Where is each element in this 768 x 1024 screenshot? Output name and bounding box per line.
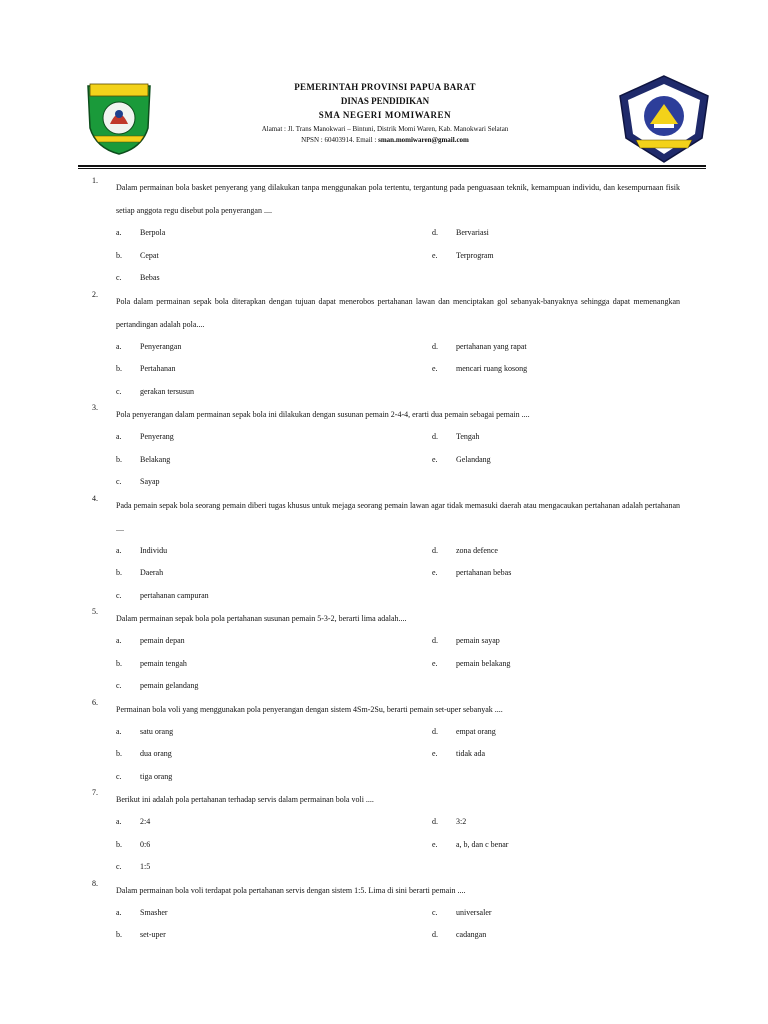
answer-option (116, 449, 170, 471)
question-text: Berikut ini adalah pola pertahanan terhadap servis dalam permainan bola voli .... (116, 795, 374, 804)
option-letter: d. (432, 545, 438, 555)
answer-option (116, 245, 159, 267)
question-text: Pola penyerangan dalam permainan sepak bola ini dilakukan dengan susunan pemain 2-4-4, erarti dua pemain sebagai pemain .... (116, 410, 530, 419)
answer-option (116, 653, 187, 675)
npsn-label: NPSN : 60403914. Email : (301, 136, 377, 144)
option-text: pemain sayap (456, 636, 500, 645)
option-text: universaler (456, 907, 492, 917)
question-item (92, 879, 680, 947)
option-row (116, 336, 680, 359)
answer-option (116, 585, 209, 607)
answer-option (116, 811, 150, 833)
option-letter: e. (432, 454, 438, 464)
question-item (92, 403, 680, 494)
question-item (92, 607, 680, 698)
option-letter: b. (116, 454, 122, 464)
answer-option (116, 267, 160, 289)
question-item (92, 698, 680, 789)
school-contact (160, 135, 610, 146)
option-row (116, 653, 680, 676)
option-letter: c. (116, 273, 122, 282)
option-letter: c. (116, 386, 122, 396)
answer-option (116, 630, 185, 652)
option-letter: a. (116, 341, 122, 351)
option-text: Individu (140, 545, 168, 555)
option-text: pemain belakang (456, 658, 511, 668)
option-row (116, 675, 680, 698)
letterhead (80, 78, 700, 162)
option-letter: a. (116, 432, 122, 441)
option-row (116, 834, 680, 857)
option-letter: a. (116, 636, 122, 645)
option-text: Pertahanan (140, 364, 176, 373)
option-letter: b. (116, 749, 122, 758)
answer-option (116, 471, 160, 493)
question-number: 1. (92, 176, 98, 185)
option-row (116, 222, 680, 245)
option-row (116, 426, 680, 449)
answer-options (116, 811, 680, 879)
option-row (116, 743, 680, 766)
option-letter: b. (116, 568, 122, 577)
option-row (116, 381, 680, 404)
option-row (116, 721, 680, 744)
option-text: Sayap (140, 477, 160, 486)
question-text: Dalam permainan bola voli terdapat pola pertahanan servis dengan sistem 1:5. Lima di sini berarti pemain .... (116, 885, 466, 895)
answer-option (116, 336, 181, 358)
answer-options (116, 426, 680, 494)
option-letter: c. (116, 771, 122, 781)
school-name: SMA NEGERI MOMIWAREN (318, 110, 452, 120)
header-rule (78, 165, 706, 167)
option-letter: d. (432, 930, 438, 939)
question-number: 2. (92, 289, 98, 299)
option-row (116, 924, 680, 947)
option-letter: b. (116, 839, 122, 849)
option-row (116, 471, 680, 494)
answer-option (432, 562, 511, 584)
option-row (116, 245, 680, 268)
option-text: gerakan tersusun (140, 386, 194, 396)
answer-options (116, 222, 680, 290)
question-number: 4. (92, 493, 98, 503)
option-text: Cepat (140, 250, 159, 260)
option-text: a, b, dan c benar (456, 839, 509, 849)
option-row (116, 766, 680, 789)
option-text: Berpola (140, 228, 166, 237)
answer-options (116, 721, 680, 789)
answer-option (432, 834, 508, 856)
school-address: Alamat : Jl. Trans Manokwari – Bintuni, Distrik Momi Waren, Kab. Manokwari Selatan (261, 125, 509, 133)
option-text: tiga orang (140, 771, 173, 781)
option-text: Tengah (456, 432, 480, 441)
option-text: Gelandang (456, 454, 491, 464)
option-letter: c. (116, 681, 122, 690)
answer-option (116, 381, 194, 403)
option-text: mencari ruang kosong (456, 364, 528, 373)
option-text: Penyerang (140, 432, 174, 441)
answer-option (116, 358, 176, 380)
option-text: pemain gelandang (140, 681, 199, 690)
answer-option (432, 902, 492, 924)
answer-option (116, 675, 198, 697)
option-row (116, 449, 680, 472)
answer-option (116, 562, 163, 584)
option-letter: c. (116, 862, 122, 871)
option-text: pertahanan yang rapat (456, 341, 527, 351)
option-text: 3:2 (456, 817, 467, 826)
department-title: DINAS PENDIDIKAN (340, 96, 430, 106)
option-text: pemain tengah (140, 658, 187, 668)
question-number: 6. (92, 697, 98, 707)
option-letter: e. (432, 658, 438, 668)
option-letter: c. (116, 590, 122, 600)
option-row (116, 540, 680, 563)
option-text: tidak ada (456, 749, 486, 758)
answer-option (432, 743, 485, 765)
answer-option (432, 721, 496, 743)
option-letter: d. (432, 228, 438, 237)
option-letter: e. (432, 839, 438, 849)
option-letter: b. (116, 250, 122, 260)
option-letter: b. (116, 658, 122, 668)
option-letter: d. (432, 636, 438, 645)
answer-option (116, 902, 168, 924)
option-letter: e. (432, 364, 438, 373)
option-text: 1:5 (140, 862, 151, 871)
answer-option (432, 540, 498, 562)
option-row (116, 585, 680, 608)
answer-option (432, 358, 527, 380)
school-emblem (616, 74, 712, 164)
letterhead-text (160, 80, 610, 146)
answer-option (116, 743, 172, 765)
answer-option (432, 653, 510, 675)
answer-option (116, 924, 166, 946)
option-row (116, 811, 680, 834)
option-text: Terprogram (456, 250, 494, 260)
government-title: PEMERINTAH PROVINSI PAPUA BARAT (294, 82, 476, 92)
option-row (116, 562, 680, 585)
header-rule-thin (78, 168, 706, 169)
answer-option (432, 222, 489, 244)
option-text: Daerah (140, 568, 164, 577)
answer-option (116, 540, 167, 562)
option-text: Bervariasi (456, 228, 489, 237)
option-letter: e. (432, 749, 438, 758)
question-number: 5. (92, 607, 98, 616)
answer-option (432, 245, 494, 267)
option-text: pertahanan campuran (140, 590, 209, 600)
option-letter: a. (116, 545, 122, 555)
school-email: sman.momiwaren@gmail.com (378, 136, 469, 144)
question-list (92, 176, 680, 947)
option-text: 2:4 (140, 817, 151, 826)
answer-option (116, 856, 150, 878)
option-text: cadangan (456, 930, 487, 939)
answer-options (116, 630, 680, 698)
question-item (92, 176, 680, 290)
answer-option (432, 449, 491, 471)
option-text: Belakang (140, 454, 171, 464)
option-text: Smasher (140, 907, 168, 917)
option-letter: b. (116, 364, 122, 373)
answer-option (116, 721, 173, 743)
question-text: Pola dalam permainan sepak bola diterapkan dengan tujuan dapat menerobos pertahanan lawan dan menciptakan gol sebanyak-banyaknya sehingga dapat memenangkan pertandingan adalah pola.... (116, 296, 680, 329)
answer-option (432, 336, 527, 358)
option-letter: e. (432, 250, 438, 260)
option-text: empat orang (456, 726, 496, 736)
answer-option (116, 222, 165, 244)
option-text: dua orang (140, 749, 172, 758)
option-row (116, 358, 680, 381)
option-letter: a. (116, 907, 122, 917)
question-item (92, 290, 680, 404)
option-row (116, 630, 680, 653)
answer-options (116, 336, 680, 404)
option-letter: a. (116, 726, 122, 736)
answer-options (116, 540, 680, 608)
option-letter: e. (432, 568, 438, 577)
option-text: satu orang (140, 726, 174, 736)
question-item (92, 788, 680, 879)
question-number: 8. (92, 878, 98, 888)
answer-option (116, 766, 172, 788)
option-letter: a. (116, 228, 122, 237)
option-letter: c. (432, 907, 438, 917)
option-text: pertahanan bebas (456, 568, 512, 577)
question-text: Dalam permainan bola basket penyerang yang dilakukan tanpa menggunakan pola tertentu, tergantung pada penguasaan teknik, kemampuan individu, dan kesempurnaan fisik setiap anggota regu disebut pola penyerangan .... (116, 183, 680, 215)
option-row (116, 267, 680, 290)
option-letter: a. (116, 817, 122, 826)
answer-options (116, 902, 680, 947)
answer-option (116, 426, 174, 448)
option-text: Penyerangan (140, 341, 182, 351)
answer-option (116, 834, 150, 856)
option-row (116, 902, 680, 925)
option-text: pemain depan (140, 636, 185, 645)
papua-barat-emblem (82, 78, 156, 156)
answer-option (432, 426, 479, 448)
question-number: 3. (92, 403, 98, 412)
question-text: Dalam permainan sepak bola pola pertahanan susunan pemain 5-3-2, berarti lima adalah.... (116, 614, 407, 623)
question-text: Pada pemain sepak bola seorang pemain diberi tugas khusus untuk mejaga seorang pemain lawan agar tidak memasuki daerah atau mengacaukan pertahanan adalah pertahanan .... (116, 500, 680, 533)
option-text: 0:6 (140, 839, 151, 849)
option-letter: d. (432, 726, 438, 736)
answer-option (432, 630, 500, 652)
question-item (92, 494, 680, 608)
question-number: 7. (92, 788, 98, 797)
option-letter: d. (432, 817, 438, 826)
option-text: set-uper (140, 930, 166, 939)
option-text: Bebas (140, 273, 160, 282)
option-letter: d. (432, 341, 438, 351)
question-text: Permainan bola voli yang menggunakan pola penyerangan dengan sistem 4Sm-2Su, berarti pemain set-uper sebanyak .... (116, 704, 503, 714)
option-letter: c. (116, 477, 122, 486)
option-row (116, 856, 680, 879)
option-letter: d. (432, 432, 438, 441)
answer-option (432, 811, 466, 833)
option-text: zona defence (456, 545, 498, 555)
option-letter: b. (116, 930, 122, 939)
answer-option (432, 924, 486, 946)
